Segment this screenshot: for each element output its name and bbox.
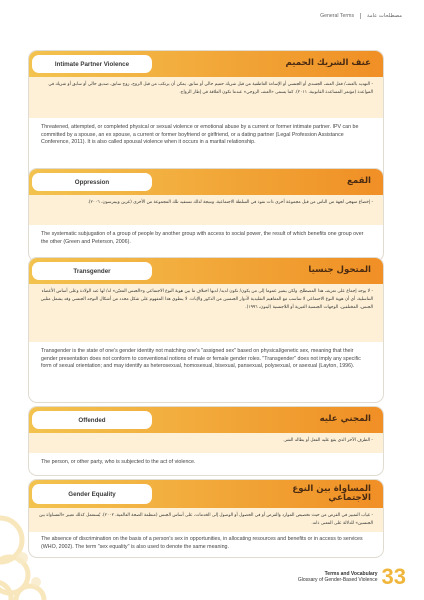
arabic-term-title: القمع [347, 176, 371, 187]
footer-book-title: Glossary of Gender-Based Violence [297, 577, 378, 583]
header-divider [360, 13, 361, 19]
arabic-term-title: المجني عليه [319, 414, 371, 425]
arabic-definition: - لا يوجد إجماع على تعريف هذا المصطلح. ولكن يشير عموما إلى من يكون/ تكون لديه/ لديها اختلاف ما بين هوية النوع الاجتماعي و«الجنس المعيّن» له/ لها عند الولادة وعلى أساس الأعضاء التناسلية، أي أن هوية النوع الاجتماعي لا تتناسب مع المفاهيم التقليدية لأدوار الجنسين من الذكور والإناث. لا ينطوي هذا المفهوم على شكل محدد من أشكال التوجه الجنسي وقد يشمل مثليي الجنس، المختلفين، الوجهات الجنسية الغيرية أو اللاجنسية (ليتون، ١٩٩٦). [29, 284, 383, 342]
footer-titles [298, 571, 378, 584]
arabic-term-title: المتحول جنسيا [308, 265, 371, 276]
decorative-logo-pattern [0, 480, 60, 600]
card-header [29, 480, 383, 508]
english-term-title: Oppression [32, 173, 152, 191]
arabic-definition: - إخضاع منهجي لجهة من الناس من قبل مجموعة أخرى ذات نفوذ في السلطة الاجتماعية، ونتيجة لذلك تستفيد تلك المجموعة من الأخرى (غرين وبيترسون، ٢٠٠٦). [29, 195, 383, 225]
arabic-definition: - الطرف الآخر الذي يقع عليه الفعل أو يطاله الشر. [29, 433, 383, 453]
page-number: 33 [381, 564, 406, 589]
header-arabic: مصطلحات عامة [367, 13, 402, 19]
page-header [320, 13, 402, 19]
term-card-oppression [28, 168, 384, 262]
logo-swirl-icon [0, 480, 60, 600]
term-card-gender-equality [28, 479, 384, 558]
footer-section-title: Terms and Vocabulary [324, 570, 378, 577]
page-footer [298, 566, 406, 588]
english-term-title: Transgender [32, 262, 152, 280]
english-definition: Threatened, attempted, or completed physical or sexual violence or emotional abuse by a current or former intimate partner. IPV can be committed by a spouse, an ex spouse, a current or former boyfriend or girlfriend, or a dating partner (Legal Profession Assistance Conference, 2011). It is also called spousal violence when it occurs in a marital relationship. [41, 124, 359, 146]
english-definition: The absence of discrimination on the basis of a person's sex in opportunities, in allocating resources and benefits or in access to services (WHO, 2002). The term "sex equality" is also used to denote the same meaning. [41, 536, 363, 550]
arabic-term-title: عنف الشريك الحميم [285, 58, 371, 69]
english-definition: Transgender is the state of one's gender identity not matching one's "assigned sex" based on physical/genetic sex, meaning that their gender presentation does not conform to conventional notions of male or female gender roles. "Transgender" does not imply any specific form of sexual orientation; and may identify as heterosexual, homosexual, bisexual, pansexual, polysexual, or asexual (Layton, 1996). [41, 348, 361, 370]
arabic-term-title: المساواة بين النوع الاجتماعي [292, 483, 371, 503]
card-header [29, 258, 383, 284]
arabic-definition: - غياب التمييز في الفرص من حيث تخصيص الموارد والفرص أو في الحصول أو الوصول إلى الخدمات، على أساس الجنس (منظمة الصحة العالمية، ٢٠٠٢). يُستعمل كذلك تعبير «المساواة بين الجنسين» للدلالة على المعنى ذاته. [29, 508, 383, 532]
card-header [29, 169, 383, 195]
card-header [29, 51, 383, 77]
english-term-title: Gender Equality [32, 484, 152, 504]
english-term-title: Offended [32, 411, 152, 429]
english-definition: The systematic subjugation of a group of people by another group with access to social power, the result of which benefits one group over the other (Green and Peterson, 2006). [41, 231, 364, 245]
header-english: General Terms [320, 13, 355, 19]
english-term-title: Intimate Partner Violence [32, 55, 152, 73]
english-definition: The person, or other party, who is subjected to the act of violence. [41, 459, 196, 465]
term-card-offended [28, 406, 384, 476]
term-card-transgender [28, 257, 384, 403]
card-header [29, 407, 383, 433]
arabic-definition: - التهديد بالعنف/ فعل العنف الجسدي أو الجنسي أو الإساءة العاطفية من قبل شريك حميم حالي أو سابق. يمكن أن يرتكب من قبل الزوج، زوج سابق، صديق حالي أو سابق أو شريك في المواعدة (مؤتمر المساعدة القانونية، ٢٠١١). كما يسمى «العنف الزوجي» عندما تكون العلاقة في إطار الزواج. [29, 77, 383, 118]
term-card-intimate-partner-violence [28, 50, 384, 185]
